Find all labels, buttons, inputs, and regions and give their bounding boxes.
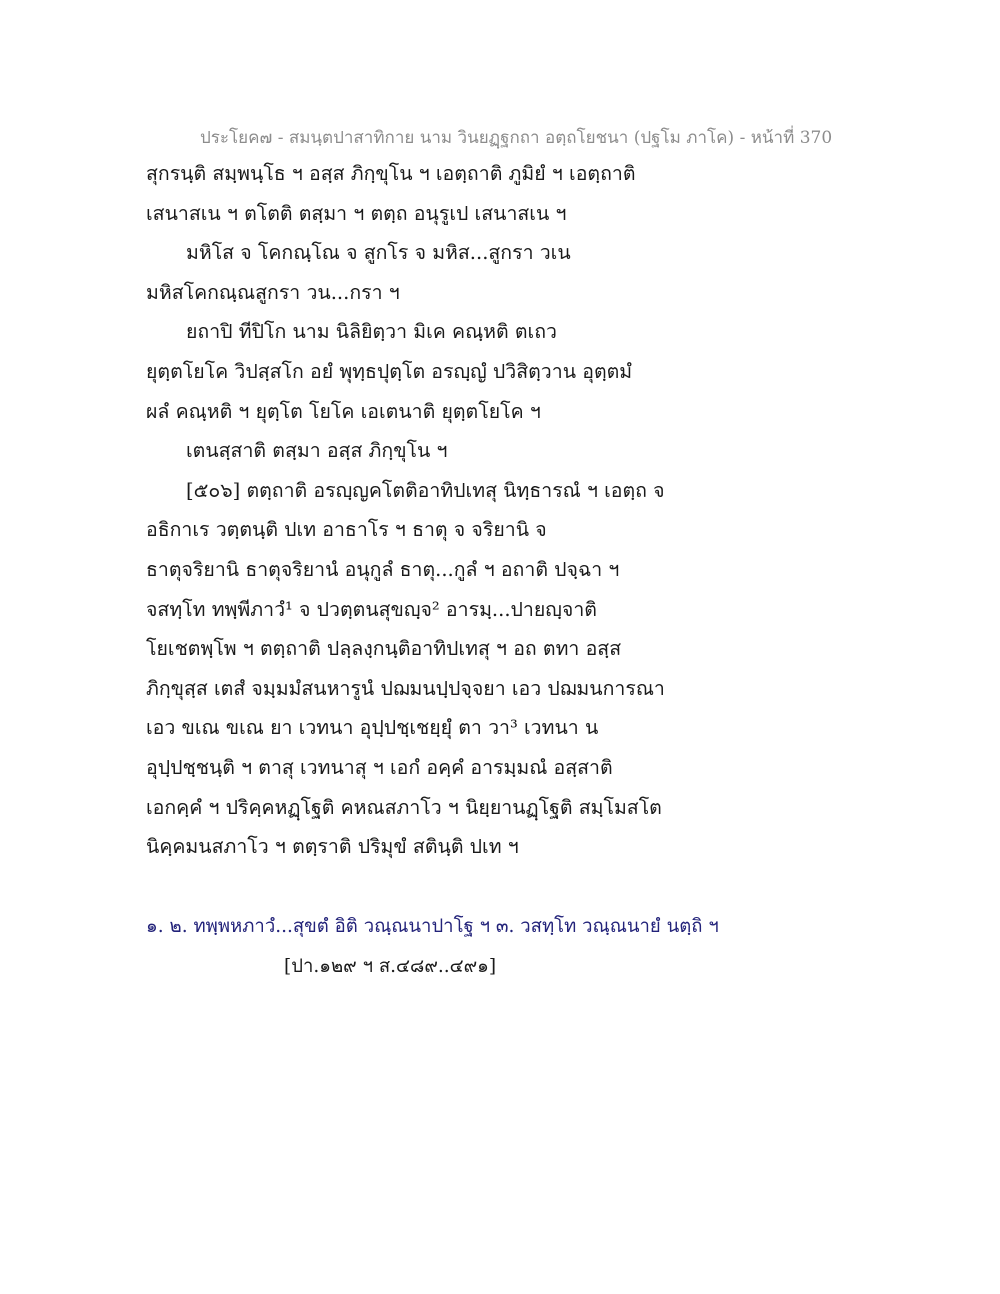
text-line: เอว ขเณ ขเณ ยา เวทนา อุปฺปชฺเชยฺยุํ ตา วา³ เวทนา น	[146, 716, 599, 740]
text-line: อุปฺปชฺชนฺติ ฯ ตาสุ เวทนาสุ ฯ เอกํ อคฺคํ อารมฺมณํ อสฺสาติ	[146, 755, 613, 779]
text-line: ผลํ คณฺหติ ฯ ยุตฺโต โยโค เอเตนาติ ยุตฺตโยโค ฯ	[146, 399, 541, 423]
text-line: [๕๐๖] ตตฺถาติ อรญฺญคโตติอาทิปเทสุ นิทฺธารณํ ฯ เอตฺถ จ	[186, 478, 665, 502]
text-line: นิคฺคมนสภาโว ฯ ตตฺราติ ปริมุขํ สตินฺติ ปเท ฯ	[146, 835, 519, 859]
text-line: เสนาสเน ฯ ตโตติ ตสฺมา ฯ ตตฺถ อนุรูเป เสนาสเน ฯ	[146, 201, 567, 225]
footnote-reference: [ปา.๑๒๙ ฯ ส.๔๘๙..๔๙๑]	[284, 956, 497, 977]
text-line: อธิกาเร วตฺตนฺติ ปเท อาธาโร ฯ ธาตุ จ จริยานิ จ	[146, 518, 547, 542]
text-line: มหิสโคกณฺณสูกรา วน...กรา ฯ	[146, 280, 400, 304]
text-line: เอกคฺคํ ฯ ปริคฺคหฏฺโฐติ คหณสภาโว ฯ นิยฺยานฏฺโฐติ สมฺโมสโต	[146, 795, 662, 819]
text-line: มหิโส จ โคกณฺโณ จ สูกโร จ มหิส...สูกรา วเน	[186, 241, 571, 265]
text-line: ธาตุจริยานิ ธาตุจริยานํ อนุกูลํ ธาตุ...กูลํ ฯ อถาติ ปจฺฉา ฯ	[146, 557, 620, 581]
text-line: จสทฺโท ทพฺพีภาวํ¹ จ ปวตฺตนสุขญฺจ² อารมฺ...ปายญฺจาติ	[146, 597, 597, 621]
text-line: เตนสฺสาติ ตสฺมา อสฺส ภิกฺขุโน ฯ	[186, 439, 448, 463]
page-header: ประโยค๗ - สมนฺตปาสาทิกาย นาม วินยฏฺฐกถา อตฺถโยชนา (ปฐโม ภาโค) - หน้าที่ 370	[200, 128, 833, 148]
body-text	[146, 158, 866, 871]
footnote-text: ๑. ๒. ทพฺพหภาวํ...สุขตํ อิติ วณฺณนาปาโฐ ฯ ๓. วสทฺโท วณฺณนายํ นตฺถิ ฯ	[146, 916, 719, 937]
text-line: ภิกฺขุสฺส เตสํ จมฺมมํสนหารูนํ ปฌมนปฺปจฺจยา เอว ปฌมนการณา	[146, 676, 665, 700]
text-line: ยุตฺตโยโค วิปสฺสโก อยํ พุทฺธปุตฺโต อรญฺญํ ปวิสิตฺวาน อุตฺตมํ	[146, 359, 633, 383]
footnotes	[146, 912, 866, 992]
text-line: โยเชตพฺโพ ฯ ตตฺถาติ ปลฺลงฺกนฺติอาทิปเทสุ ฯ อถ ตทา อสฺส	[146, 637, 622, 661]
text-line: ยถาปิ ทีปิโก นาม นิลิยิตฺวา มิเค คณฺหติ ตเถว	[186, 320, 557, 344]
text-line: สุกรนฺติ สมฺพนฺโธ ฯ อสฺส ภิกฺขุโน ฯ เอตฺถาติ ภูมิยํ ฯ เอตฺถาติ	[146, 162, 636, 185]
